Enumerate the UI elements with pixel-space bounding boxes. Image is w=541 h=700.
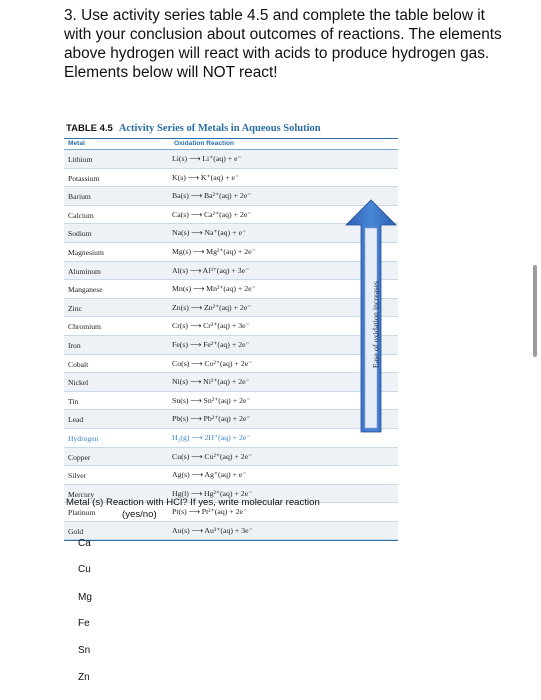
oxidation-reaction: Pb(s) ⟶ Pb²⁺(aq) + 2e⁻	[172, 414, 251, 424]
answer-metal-label: Fe	[78, 618, 90, 629]
table-row	[64, 448, 398, 467]
answer-metal-label: Sn	[78, 645, 91, 656]
answer-metal-label: Mg	[78, 592, 92, 603]
metal-name: Barium	[68, 192, 91, 202]
table-header-row	[64, 138, 398, 150]
metal-name: Nickel	[68, 378, 89, 388]
oxidation-reaction: K(s) ⟶ K⁺(aq) + e⁻	[172, 172, 240, 182]
scrollbar[interactable]	[533, 265, 537, 357]
header-reaction: Oxidation Reaction	[174, 140, 235, 147]
metal-name: Zinc	[68, 303, 82, 313]
table-title: Activity Series of Metals in Aqueous Solution	[118, 123, 321, 134]
oxidation-reaction: Pt(s) ⟶ Pt²⁺(aq) + 2e⁻	[172, 507, 248, 517]
oxidation-reaction: Li(s) ⟶ Li⁺(aq) + e⁻	[172, 154, 242, 163]
oxidation-reaction: Au(s) ⟶ Au³⁺(aq) + 3e⁻	[172, 525, 253, 535]
question-text: 3. Use activity series table 4.5 and complete the table below it with your conclusion about outcomes of reactions. The elements above hydrogen will react with acids to produce hydrogen gas. Elements below will NOT react!	[64, 7, 502, 81]
metal-name: Mercury	[68, 489, 95, 499]
arrow-label: Ease of oxidation increases	[371, 280, 381, 369]
metal-name: Lithium	[68, 155, 93, 164]
metal-name: Iron	[68, 340, 81, 350]
oxidation-reaction: Ca(s) ⟶ Ca²⁺(aq) + 2e⁻	[172, 209, 252, 219]
metal-name: Manganese	[68, 285, 103, 295]
oxidation-reaction: Al(s) ⟶ Al³⁺(aq) + 3e⁻	[172, 265, 250, 275]
oxidation-reaction: Fe(s) ⟶ Fe²⁺(aq) + 2e⁻	[172, 339, 250, 349]
instructions	[66, 497, 406, 521]
header-metal: Metal	[68, 140, 85, 147]
oxidation-reaction: Co(s) ⟶ Co²⁺(aq) + 2e⁻	[172, 358, 253, 368]
instructions-line1: Metal (s) Reaction with HCl? If yes, write molecular reaction	[66, 497, 320, 508]
oxidation-reaction: Cr(s) ⟶ Cr³⁺(aq) + 3e⁻	[172, 321, 250, 331]
oxidation-reaction: Sn(s) ⟶ Sn²⁺(aq) + 2e⁻	[172, 395, 251, 405]
oxidation-reaction: H₂(g) ⟶ 2H⁺(aq) + 2e⁻	[172, 432, 251, 442]
oxidation-reaction: Cu(s) ⟶ Cu²⁺(aq) + 2e⁻	[172, 451, 253, 461]
oxidation-reaction: Mg(s) ⟶ Mg²⁺(aq) + 2e⁻	[172, 246, 256, 256]
table-caption	[64, 120, 398, 138]
table-row	[64, 466, 398, 485]
metal-name: Aluminum	[68, 266, 101, 276]
oxidation-reaction: Zn(s) ⟶ Zn²⁺(aq) + 2e⁻	[172, 302, 252, 312]
metal-name: Calcium	[68, 210, 94, 220]
table-bottom-rule	[64, 540, 398, 541]
table-row	[64, 150, 398, 169]
metal-name: Hydrogen	[68, 433, 99, 443]
metal-name: Sodium	[68, 229, 92, 239]
metal-name: Tin	[68, 396, 79, 406]
instructions-line2: (yes/no)	[122, 509, 157, 520]
metal-name: Potassium	[68, 173, 100, 183]
oxidation-reaction: Ni(s) ⟶ Ni²⁺(aq) + 2e⁻	[172, 377, 250, 387]
answer-metal-label: Cu	[78, 564, 91, 575]
metal-name: Platinum	[68, 508, 96, 518]
metal-name: Chromium	[68, 322, 101, 332]
oxidation-reaction: Mn(s) ⟶ Mn²⁺(aq) + 2e⁻	[172, 284, 256, 294]
metal-name: Lead	[68, 415, 84, 425]
oxidation-reaction: Hg(l) ⟶ Hg²⁺(aq) + 2e⁻	[172, 488, 253, 498]
oxidation-reaction: Ag(s) ⟶ Ag⁺(aq) + e⁻	[172, 470, 247, 480]
answer-metal-label: Zn	[78, 672, 90, 683]
metal-name: Magnesium	[68, 247, 104, 257]
table-row	[64, 522, 398, 541]
table-number: TABLE 4.5	[66, 123, 113, 134]
oxidation-reaction: Na(s) ⟶ Na⁺(aq) + e⁻	[172, 228, 247, 238]
oxidation-reaction: Ba(s) ⟶ Ba²⁺(aq) + 2e⁻	[172, 191, 252, 201]
answer-metal-label: Ca	[78, 538, 91, 549]
metal-name: Gold	[68, 526, 84, 536]
metal-name: Silver	[68, 471, 87, 481]
table-row	[64, 169, 398, 188]
metal-name: Cobalt	[68, 359, 89, 369]
metal-name: Copper	[68, 452, 91, 462]
